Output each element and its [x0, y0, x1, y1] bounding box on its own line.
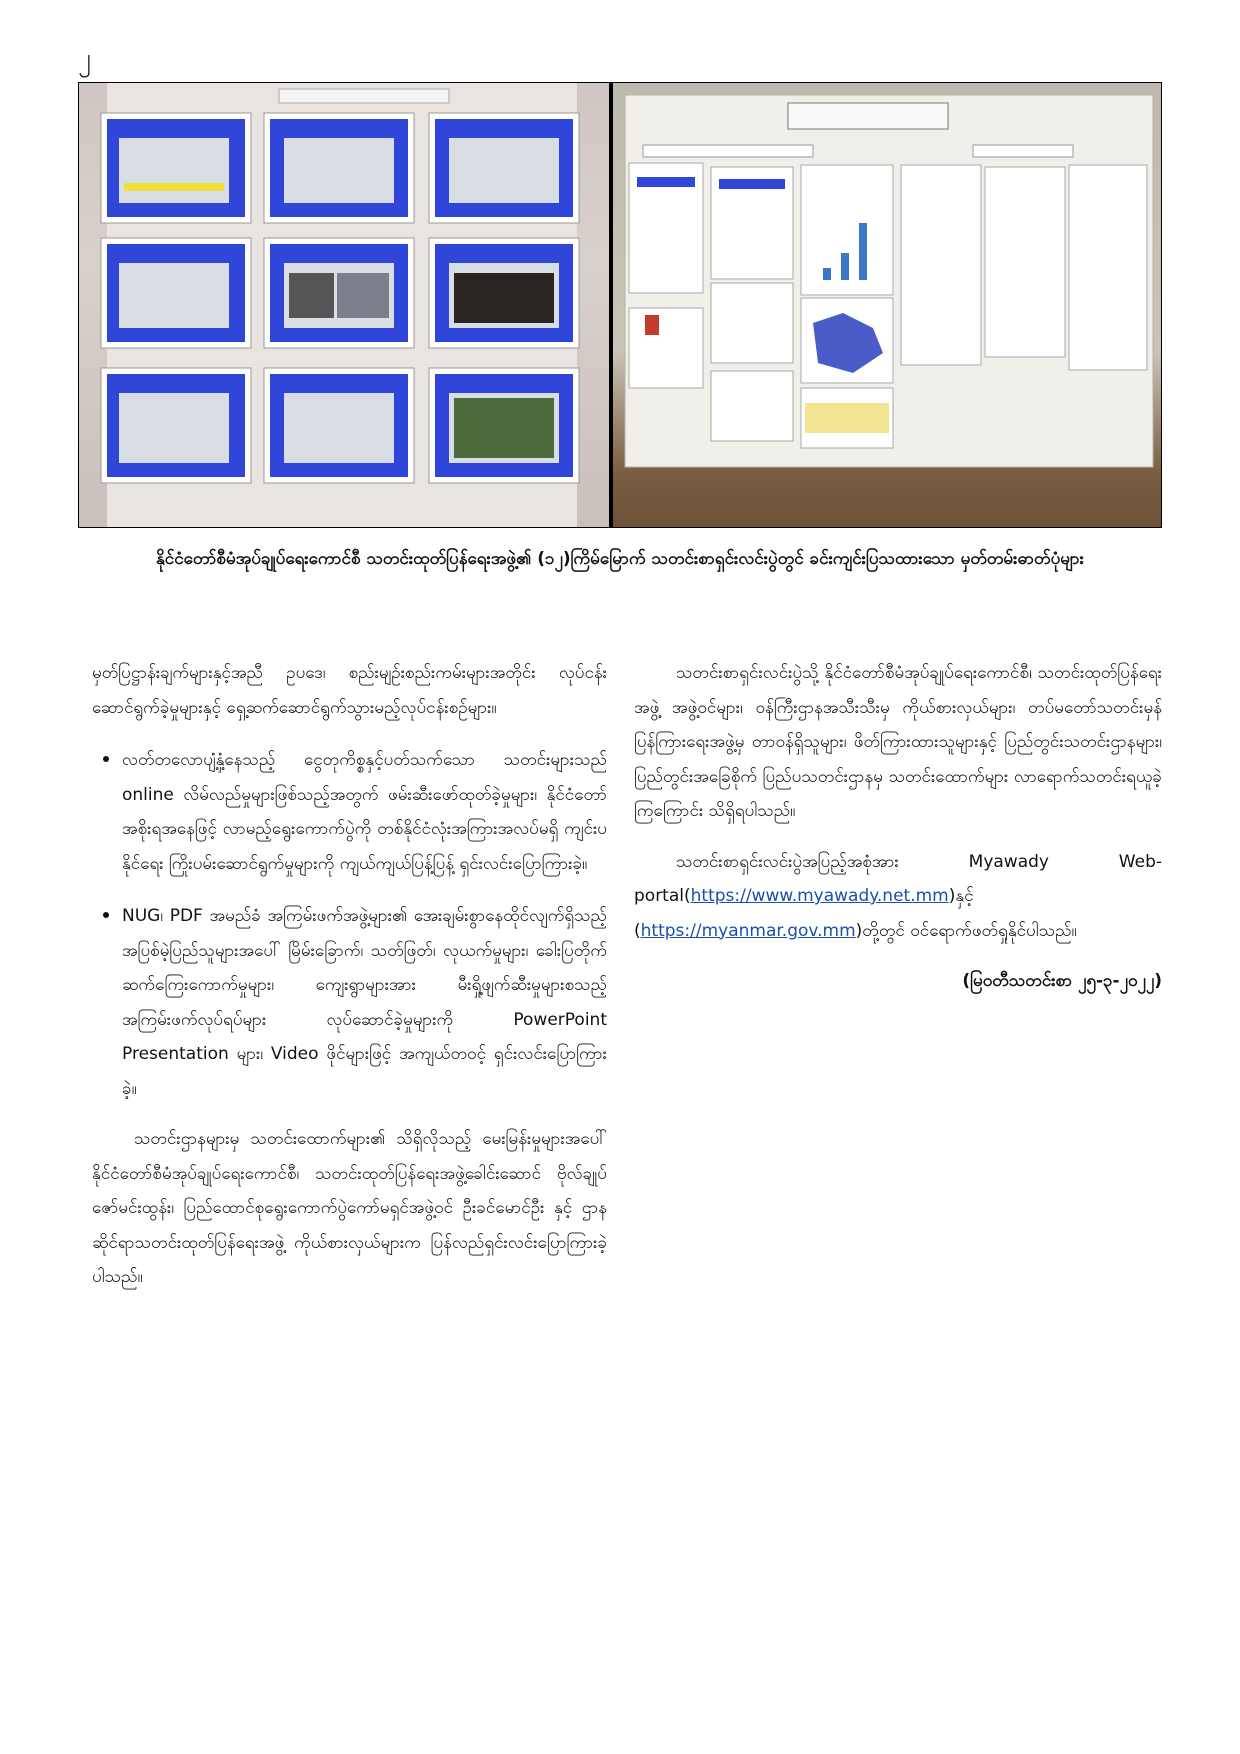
- bullet-item-2: • NUG၊ PDF အမည်ခံ အကြမ်းဖက်အဖွဲ့များ၏ အေးချမ်းစွာနေထိုင်လျက်ရှိသည့် အပြစ်မဲ့ပြည်သူများအပေါ် မြိမ်းခြောက်၊ သတ်ဖြတ်၊ လုယက်မှုများ၊ ခေါးပြတိုက်ဆက်ကြေးကောက်မှုများ၊ ကျေးရွာများအား မီးရှို့ဖျက်ဆီးမှုများစသည့် အကြမ်းဖက်လုပ်ရပ်များ လုပ်ဆောင်ခဲ့မှုများကို PowerPoint Presentation များ၊ Video ဖိုင်များဖြင့် အကျယ်တဝင့် ရှင်းလင်းပြောကြားခဲ့။: [122, 897, 607, 1106]
- page-number: ၂: [78, 43, 91, 73]
- closing-text: )တို့တွင် ဝင်ရောက်ဖတ်ရှုနိုင်ပါသည်။: [855, 920, 1077, 941]
- web-portal-text: သတင်းစာရှင်းလင်းပွဲအပြည့်အစုံအား Myawady Web-portal(: [634, 851, 1162, 906]
- right-paragraph-2: [634, 845, 1162, 949]
- photo-collage: [78, 82, 1162, 528]
- bullet-item-1: • လတ်တလောပျံ့နှံ့နေသည့် ငွေတုကိစ္စနှင့်ပတ်သက်သော သတင်းများသည် online လိမ်လည်မှုများဖြစ်သည့်အတွက် ဖမ်းဆီးဖော်ထုတ်ခဲ့မှုများ၊ နိုင်ငံတော်အစိုးရအနေဖြင့် လာမည့်ရွေးကောက်ပွဲကို တစ်နိုင်ငံလုံးအကြားအလပ်မရှိ ကျင်းပနိုင်ရေး ကြိုးပမ်းဆောင်ရွက်မှုများကို ကျယ်ကျယ်ပြန့်ပြန့် ရှင်းလင်းပြောကြားခဲ့။: [122, 741, 607, 881]
- myawady-link[interactable]: https://www.myawady.net.mm: [690, 886, 949, 906]
- myanmar-gov-link[interactable]: https://myanmar.gov.mm: [640, 920, 856, 941]
- connector-text: )နှင့် (: [634, 886, 974, 941]
- left-paragraph-2: သတင်းဌာနများမှ သတင်းထောက်များ၏ သိရှိလိုသည့် မေးမြန်းမှုများအပေါ် နိုင်ငံတော်စီမံအုပ်ချုပ်ရေးကောင်စီ၊ သတင်းထုတ်ပြန်ရေးအဖွဲ့ခေါင်းဆောင် ဗိုလ်ချုပ်ဇော်မင်းထွန်း၊ ပြည်ထောင်စုရွေးကောက်ပွဲကော်မရှင်အဖွဲ့ဝင် ဦးခင်မောင်ဦး နှင့် ဌာနဆိုင်ရာသတင်းထုတ်ပြန်ရေးအဖွဲ့ ကိုယ်စားလှယ်များက ပြန်လည်ရှင်းလင်းပြောကြားခဲ့ပါသည်။: [92, 1129, 607, 1287]
- photo-caption: နိုင်ငံတော်စီမံအုပ်ချုပ်ရေးကောင်စီ သတင်းထုတ်ပြန်ရေးအဖွဲ့၏ (၁၂)ကြိမ်မြောက် သတင်းစာရှင်းလင်းပွဲတွင် ခင်းကျင်းပြသထားသော မှတ်တမ်းဓာတ်ပုံများ: [156, 549, 1084, 569]
- right-paragraph-1: သတင်းစာရှင်းလင်းပွဲသို့ နိုင်ငံတော်စီမံအုပ်ချုပ်ရေးကောင်စီ၊ သတင်းထုတ်ပြန်ရေးအဖွဲ့ အဖွဲ့ဝင်များ၊ ဝန်ကြီးဌာနအသီးသီးမှ ကိုယ်စားလှယ်များ၊ တပ်မတော်သတင်းမှန်ပြန်ကြားရေးအဖွဲ့မှ တာဝန်ရှိသူများ၊ ဖိတ်ကြားထားသူများနှင့် ပြည်တွင်းသတင်းဌာနများ၊ ပြည်တွင်းအခြေစိုက် ပြည်ပသတင်းဌာနမှ သတင်းထောက်များ လာရောက်သတင်းရယူခဲ့ကြကြောင်း သိရှိရပါသည်။: [634, 663, 1162, 821]
- photo-right-display-board: [613, 83, 1161, 527]
- photo-left-display-board: [79, 83, 609, 527]
- left-paragraph-1: မှတ်ပြဋ္ဌာန်းချက်များနှင့်အညီ ဥပဒေ၊ စည်းမျဉ်းစည်းကမ်းများအတိုင်း လုပ်ငန်းဆောင်ရွက်ခဲ့မှုများနှင့် ရှေ့ဆက်ဆောင်ရွက်သွားမည့်လုပ်ငန်းစဉ်များ။: [92, 663, 607, 718]
- left-column: [92, 656, 607, 1311]
- source-credit: (မြဝတီသတင်းစာ ၂၅-၃-၂၀၂၂): [962, 971, 1162, 991]
- bullet-list: [92, 741, 607, 1106]
- right-column: [634, 656, 1162, 1015]
